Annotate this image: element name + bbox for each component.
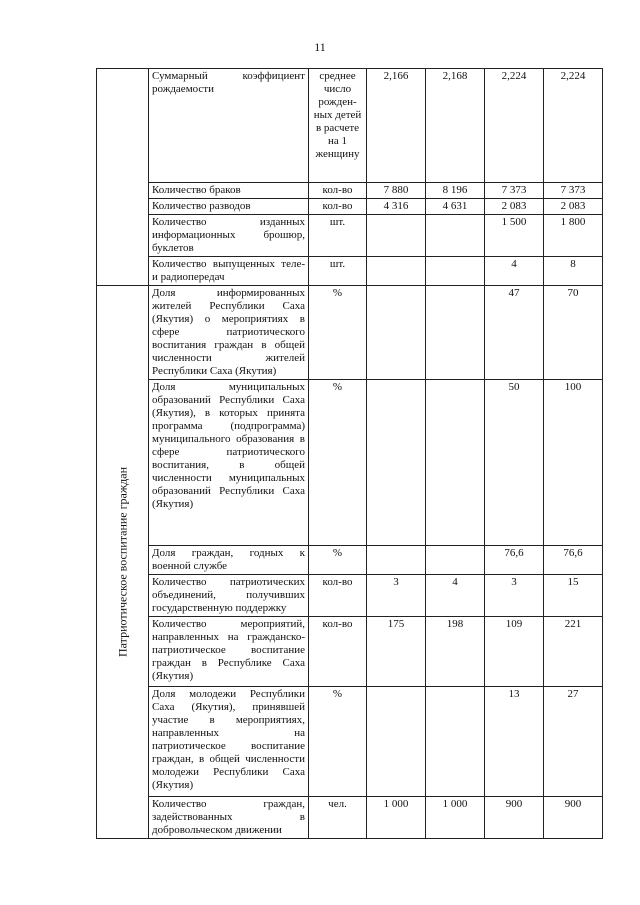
- indicators-table: [96, 68, 603, 839]
- value-cell: 109: [485, 617, 544, 687]
- value-cell: [367, 215, 426, 257]
- table-row: [97, 215, 603, 257]
- value-cell: [367, 286, 426, 380]
- value-cell: [426, 380, 485, 546]
- value-cell: 50: [485, 380, 544, 546]
- value-cell: 3: [367, 575, 426, 617]
- indicator-unit: %: [309, 286, 367, 380]
- indicator-name: Количество мероприятий, направленных на гражданско-патриотическое воспитание граждан в Республике Саха (Якутия): [149, 617, 309, 687]
- indicator-unit: шт.: [309, 257, 367, 286]
- indicator-unit: чел.: [309, 797, 367, 839]
- value-cell: 900: [544, 797, 603, 839]
- page-number: 11: [314, 40, 326, 54]
- table-row: [97, 546, 603, 575]
- indicator-name: Количество патриотических объединений, получивших государственную поддержку: [149, 575, 309, 617]
- indicator-unit: кол-во: [309, 183, 367, 199]
- table-row: [97, 797, 603, 839]
- value-cell: 2,166: [367, 69, 426, 183]
- value-cell: [426, 286, 485, 380]
- table-row: [97, 199, 603, 215]
- value-cell: 7 880: [367, 183, 426, 199]
- value-cell: [367, 687, 426, 797]
- value-cell: 70: [544, 286, 603, 380]
- indicator-name: Количество изданных информационных брошюр, буклетов: [149, 215, 309, 257]
- value-cell: 8: [544, 257, 603, 286]
- table-row: [97, 183, 603, 199]
- indicator-unit: кол-во: [309, 617, 367, 687]
- value-cell: 2,224: [485, 69, 544, 183]
- value-cell: [426, 257, 485, 286]
- section-cell-1: [97, 69, 149, 286]
- value-cell: [367, 257, 426, 286]
- value-cell: 1 800: [544, 215, 603, 257]
- indicator-name: Количество браков: [149, 183, 309, 199]
- value-cell: 2 083: [485, 199, 544, 215]
- indicator-name: Количество граждан, задействованных в добровольческом движении: [149, 797, 309, 839]
- value-cell: 76,6: [544, 546, 603, 575]
- value-cell: 2 083: [544, 199, 603, 215]
- value-cell: 1 000: [426, 797, 485, 839]
- indicator-unit: %: [309, 546, 367, 575]
- indicator-unit: кол-во: [309, 575, 367, 617]
- table-row: [97, 380, 603, 546]
- table-row: [97, 575, 603, 617]
- value-cell: 4 316: [367, 199, 426, 215]
- table-row: [97, 257, 603, 286]
- value-cell: 13: [485, 687, 544, 797]
- value-cell: [426, 546, 485, 575]
- value-cell: 27: [544, 687, 603, 797]
- section-title: Патриотическое воспитание граждан: [115, 466, 129, 658]
- indicator-name: Доля молодежи Республики Саха (Якутия), принявшей участие в мероприятиях, направленных на патриотическое воспитание граждан, в общей численности молодежи Республики Саха (Якутия): [149, 687, 309, 797]
- value-cell: 2,168: [426, 69, 485, 183]
- value-cell: 4: [426, 575, 485, 617]
- indicator-unit: кол-во: [309, 199, 367, 215]
- indicator-name: Доля информированных жителей Республики Саха (Якутия) о мероприятиях в сфере патриотического воспитания граждан в общей численности жителей Республики Саха (Якутия): [149, 286, 309, 380]
- indicator-name: Доля муниципальных образований Республики Саха (Якутия), в которых принята программа (подпрограмма) муниципального образования в сфере патриотического воспитания, в общей численности муниципальных образований Республики Саха (Якутия): [149, 380, 309, 546]
- value-cell: [426, 687, 485, 797]
- indicator-unit: среднее число рожден-ных детей в расчете на 1 женщину: [309, 69, 367, 183]
- table-row: [97, 617, 603, 687]
- indicator-name: Количество разводов: [149, 199, 309, 215]
- value-cell: 1 500: [485, 215, 544, 257]
- value-cell: 3: [485, 575, 544, 617]
- value-cell: 4: [485, 257, 544, 286]
- value-cell: 1 000: [367, 797, 426, 839]
- value-cell: 8 196: [426, 183, 485, 199]
- value-cell: 7 373: [544, 183, 603, 199]
- value-cell: 4 631: [426, 199, 485, 215]
- value-cell: 175: [367, 617, 426, 687]
- value-cell: 100: [544, 380, 603, 546]
- value-cell: 76,6: [485, 546, 544, 575]
- table-row: [97, 69, 603, 183]
- value-cell: [367, 546, 426, 575]
- value-cell: [426, 215, 485, 257]
- value-cell: [367, 380, 426, 546]
- table-row: [97, 687, 603, 797]
- indicator-name: Суммарный коэффициент рождаемости: [149, 69, 309, 183]
- indicator-name: Количество выпущенных теле- и радиопередач: [149, 257, 309, 286]
- indicator-name: Доля граждан, годных к военной службе: [149, 546, 309, 575]
- value-cell: 2,224: [544, 69, 603, 183]
- indicator-unit: шт.: [309, 215, 367, 257]
- table-row: [97, 286, 603, 380]
- value-cell: 900: [485, 797, 544, 839]
- value-cell: 198: [426, 617, 485, 687]
- value-cell: 47: [485, 286, 544, 380]
- value-cell: 15: [544, 575, 603, 617]
- value-cell: 221: [544, 617, 603, 687]
- indicator-unit: %: [309, 380, 367, 546]
- section-cell-2: [97, 286, 149, 839]
- value-cell: 7 373: [485, 183, 544, 199]
- indicator-unit: %: [309, 687, 367, 797]
